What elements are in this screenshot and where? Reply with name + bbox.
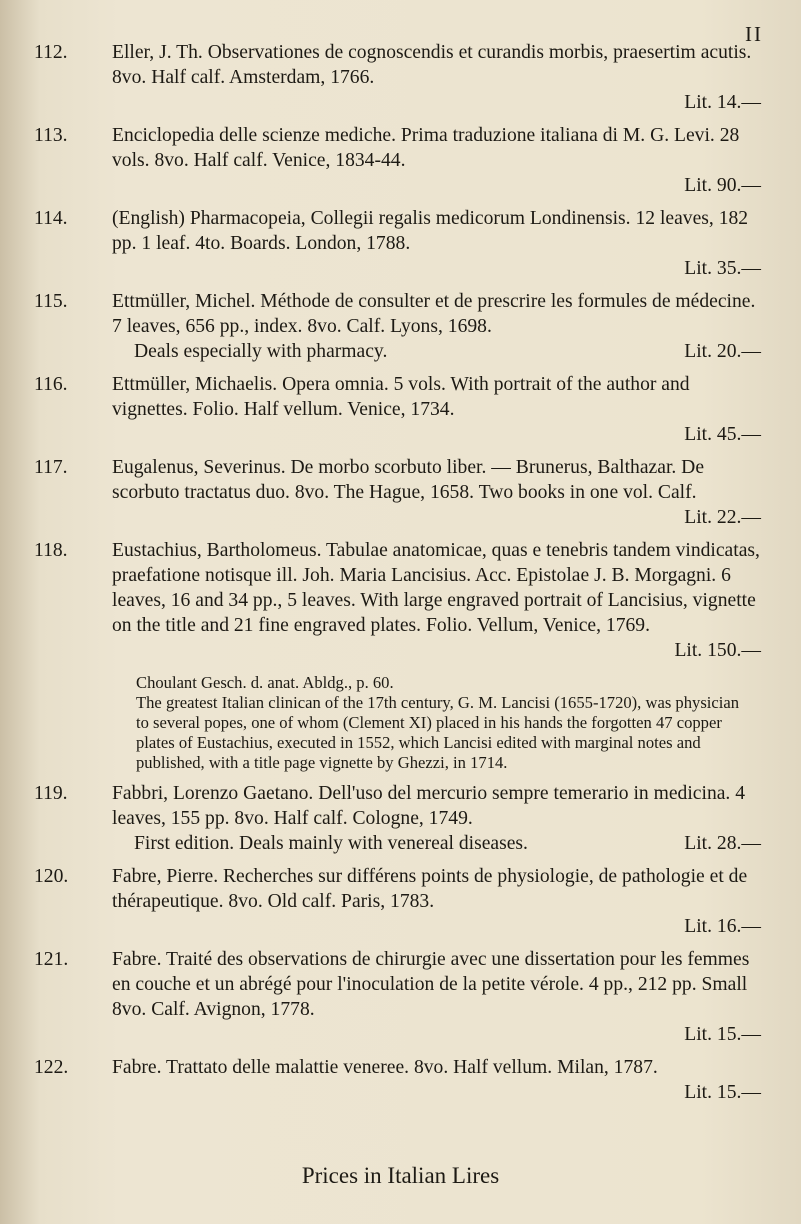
catalog-entry	[34, 455, 767, 530]
entry-number: 114.	[34, 208, 68, 229]
entry-number: 116.	[34, 374, 68, 395]
entry-text: Eugalenus, Severinus. De morbo scorbuto liber. — Brunerus, Balthazar. De scorbuto tractatus duo. 8vo. The Hague, 1658. Two books in one vol. Calf.	[112, 457, 705, 503]
entry-number: 112.	[34, 42, 68, 63]
entry-price: Lit. 14.—	[684, 92, 761, 113]
catalog-entry	[34, 781, 767, 856]
bibliographic-note	[136, 673, 745, 773]
note-body: The greatest Italian clinican of the 17th century, G. M. Lancisi (1655-1720), was physician to several popes, one of whom (Clement XI) placed in his hands the forgotten 47 copper plates of Eustachius, executed in 1552, which Lancisi edited with marginal notes and published, with a title page vignette by Ghezzi, in 1714.	[136, 693, 740, 772]
entry-number: 121.	[34, 949, 69, 970]
catalog-entry	[34, 123, 767, 198]
catalog-entry	[34, 538, 767, 773]
entry-text: Fabre, Pierre. Recherches sur différens points de physiologie, de pathologie et de thérapeutique. 8vo. Old calf. Paris, 1783.	[112, 866, 748, 912]
entry-price: Lit. 16.—	[684, 916, 761, 937]
page-number: II	[745, 22, 763, 46]
entry-text: (English) Pharmacopeia, Collegii regalis medicorum Londinensis. 12 leaves, 182 pp. 1 leaf. 4to. Boards. London, 1788.	[112, 208, 749, 254]
entry-price: Lit. 20.—	[684, 341, 761, 362]
footer-note: Prices in Italian Lires	[301, 1163, 500, 1188]
entry-price: Lit. 90.—	[684, 175, 761, 196]
entry-price: Lit. 35.—	[684, 258, 761, 279]
entry-number: 122.	[34, 1057, 69, 1078]
entry-text: Eller, J. Th. Observationes de cognoscendis et curandis morbis, praesertim acutis. 8vo. Half calf. Amsterdam, 1766.	[112, 42, 752, 88]
entry-text: Fabre. Traité des observations de chirurgie avec une dissertation pour les femmes en couche et un abrégé pour l'inoculation de la petite vérole. 4 pp., 212 pp. Small 8vo. Calf. Avignon, 1778.	[112, 949, 750, 1020]
note-reference: Choulant Gesch. d. anat. Abldg., p. 60.	[136, 673, 394, 692]
entry-text: Eustachius, Bartholomeus. Tabulae anatomicae, quas e tenebris tandem vindicatas, praefatione notisque ill. Joh. Maria Lancisius. Acc. Epistolae J. B. Morgagni. 6 leaves, 16 and 34 pp., 5 leaves. With large engraved portrait of Lancisius, vignette on the title and 21 fine engraved plates. Folio. Vellum, Venice, 1769.	[112, 540, 760, 636]
catalog-entry	[34, 1055, 767, 1105]
entry-number: 120.	[34, 866, 69, 887]
entry-text: Enciclopedia delle scienze mediche. Prima traduzione italiana di M. G. Levi. 28 vols. 8vo. Half calf. Venice, 1834-44.	[112, 125, 740, 171]
entry-price: Lit. 45.—	[684, 424, 761, 445]
entry-price: Lit. 22.—	[684, 507, 761, 528]
entry-number: 115.	[34, 291, 68, 312]
entry-price: Lit. 150.—	[674, 640, 761, 661]
entry-price: Lit. 28.—	[684, 833, 761, 854]
entry-text: Ettmüller, Michaelis. Opera omnia. 5 vols. With portrait of the author and vignettes. Folio. Half vellum. Venice, 1734.	[112, 374, 690, 420]
entry-number: 113.	[34, 125, 68, 146]
catalog-entry	[34, 372, 767, 447]
entry-text: Ettmüller, Michel. Méthode de consulter et de prescrire les formules de médecine. 7 leaves, 656 pp., index. 8vo. Calf. Lyons, 1698.	[112, 291, 756, 337]
entry-price: Lit. 15.—	[684, 1082, 761, 1103]
entry-remark: First edition. Deals mainly with venereal diseases.	[134, 833, 528, 854]
catalog-entry	[34, 947, 767, 1047]
entry-number: 119.	[34, 783, 68, 804]
catalog-entry	[34, 289, 767, 364]
entry-text: Fabbri, Lorenzo Gaetano. Dell'uso del mercurio sempre temerario in medicina. 4 leaves, 155 pp. 8vo. Half calf. Cologne, 1749.	[112, 783, 746, 829]
entry-number: 117.	[34, 457, 68, 478]
catalog-entry	[34, 206, 767, 281]
entry-text: Fabre. Trattato delle malattie veneree. 8vo. Half vellum. Milan, 1787.	[112, 1057, 658, 1078]
catalog-entry	[34, 40, 767, 115]
catalog-entry	[34, 864, 767, 939]
entry-remark: Deals especially with pharmacy.	[134, 341, 388, 362]
entry-price: Lit. 15.—	[684, 1024, 761, 1045]
entry-number: 118.	[34, 540, 68, 561]
